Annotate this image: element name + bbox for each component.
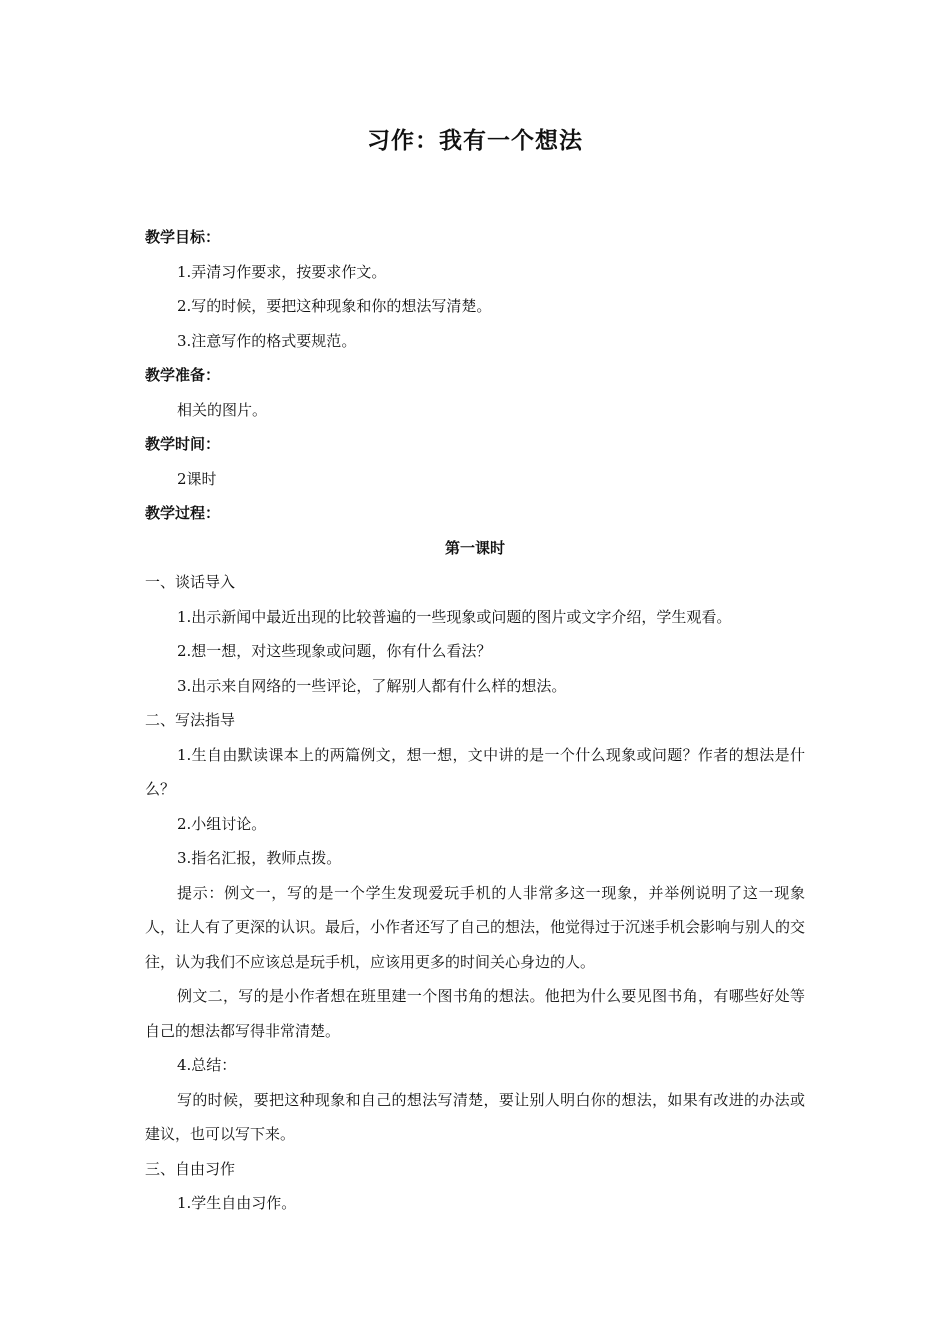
- list-item: 1.生自由默读课本上的两篇例文，想一想，文中讲的是一个什么现象或问题？作者的想法是什么？: [145, 745, 805, 798]
- list-item: 3.指名汇报，教师点拨。: [177, 849, 342, 867]
- section-heading: 二、写法指导: [145, 711, 236, 729]
- objective-item: 3.注意写作的格式要规范。: [177, 331, 357, 350]
- objective-item: 2.写的时候，要把这种现象和你的想法写清楚。: [177, 297, 492, 315]
- list-item: 2.小组讨论。: [177, 814, 267, 833]
- objectives-heading: 教学目标：: [145, 228, 221, 246]
- lesson-title: 第一课时: [444, 538, 505, 557]
- section-heading: 一、谈话导入: [145, 573, 236, 591]
- list-item: 1.学生自由习作。: [177, 1194, 297, 1212]
- time-heading: 教学时间：: [145, 435, 221, 453]
- preparation-text: 相关的图片。: [177, 400, 268, 419]
- page-title: 习作：我有一个想法: [367, 128, 583, 154]
- list-item: 3.出示来自网络的一些评论，了解别人都有什么样的想法。: [177, 676, 567, 695]
- summary-paragraph: 写的时候，要把这种现象和自己的想法写清楚，要让别人明白你的想法，如果有改进的办法或建议，也可以写下来。: [145, 1090, 805, 1143]
- document-body: [145, 220, 805, 1221]
- example-paragraph: 例文二，写的是小作者想在班里建一个图书角的想法。他把为什么要见图书角，有哪些好处等自己的想法都写得非常清楚。: [145, 987, 805, 1040]
- time-text: 2课时: [177, 469, 217, 488]
- list-item: 1.出示新闻中最近出现的比较普遍的一些现象或问题的图片或文字介绍，学生观看。: [177, 607, 732, 626]
- list-item: 4.总结：: [177, 1056, 237, 1074]
- process-heading: 教学过程：: [145, 504, 221, 522]
- section-heading: 三、自由习作: [145, 1159, 236, 1178]
- objective-item: 1.弄清习作要求，按要求作文。: [177, 262, 387, 281]
- tip-paragraph: 提示：例文一，写的是一个学生发现爱玩手机的人非常多这一现象，并举例说明了这一现象人，让人有了更深的认识。最后，小作者还写了自己的想法，他觉得过于沉迷手机会影响与别人的交往，认为我们不应该总是玩手机，应该用更多的时间关心身边的人。: [145, 883, 806, 971]
- preparation-heading: 教学准备：: [145, 366, 221, 384]
- list-item: 2.想一想，对这些现象或问题，你有什么看法？: [177, 642, 492, 660]
